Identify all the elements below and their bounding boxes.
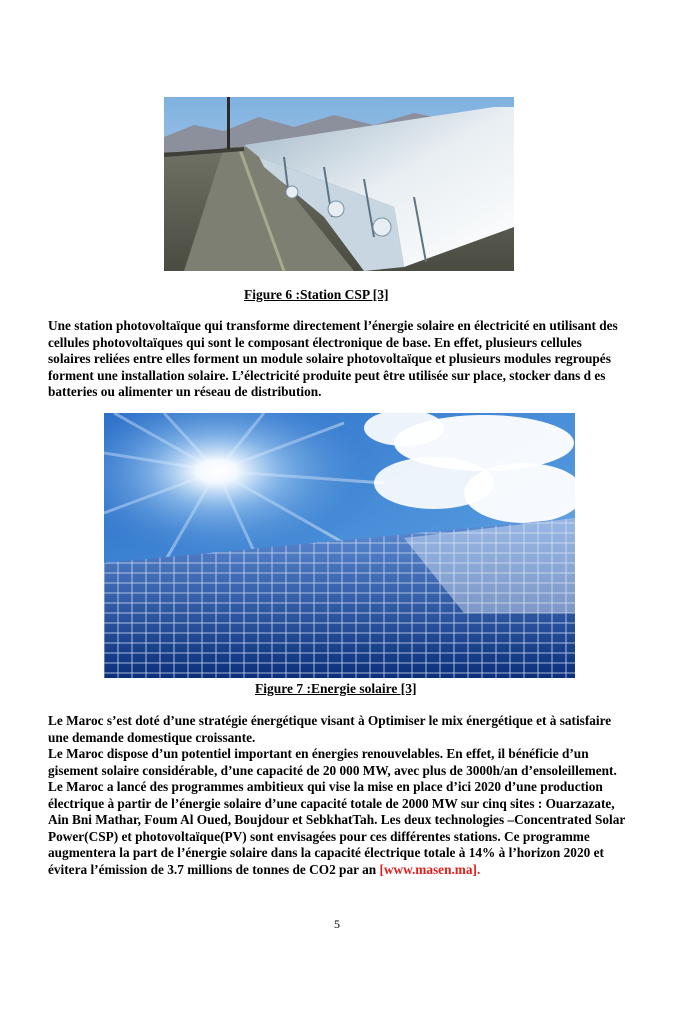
paragraph-line: Ain Bni Mathar, Foum Al Oued, Boujdour et SebkhatTah. Les deux technologies –Concentrated Solar <box>48 812 626 827</box>
paragraph-line: gisement solaire considérable, d’une capacité de 20 000 MW, avec plus de 3000h/an d’ensoleillement. <box>48 762 617 778</box>
paragraph-line: Le Maroc s’est doté d’une stratégie énergétique visant à Optimiser le mix énergétique et à satisfaire <box>48 713 612 728</box>
paragraph-line: augmentera la part de l’énergie solaire dans la capacité électrique totale à 14% à l’horizon 2020 et <box>48 845 604 860</box>
figure-6-caption: Figure 6 :Station CSP [3] <box>244 287 389 302</box>
paragraph-line-text: évitera l’émission de 3.7 millions de tonnes de CO2 par an <box>48 861 380 877</box>
masen-link[interactable]: [www.masen.ma]. <box>379 861 481 877</box>
paragraph-line: Le Maroc a lancé des programmes ambitieux qui vise la mise en place d’ici 2020 d’une production <box>48 779 603 794</box>
paragraph-line: batteries ou alimenter un réseau de distribution. <box>48 384 322 399</box>
page-number: 5 <box>334 917 340 931</box>
figure-7-image <box>104 413 575 678</box>
paragraph-line: forment une installation solaire. L’électricité produite peut être utilisée sur place, stocker dans d es <box>48 367 606 383</box>
paragraph-line: cellules photovoltaïques qui sont le composant électronique de base. En effet, plusieurs cellules <box>48 334 582 350</box>
paragraph-line: Une station photovoltaïque qui transforme directement l’énergie solaire en électricité en utilisant des <box>48 318 618 333</box>
paragraph-line: une demande domestique croissante. <box>48 729 256 745</box>
paragraph-line-last <box>48 862 638 879</box>
paragraph-line: solaires reliées entre elles forment un module solaire photovoltaïque et plusieurs modules regroupés <box>48 351 611 366</box>
paragraph-line: Le Maroc dispose d’un potentiel important en énergies renouvelables. En effet, il bénéficie d’un <box>48 746 589 761</box>
figure-7-caption: Figure 7 :Energie solaire [3] <box>255 681 417 696</box>
paragraph-line: Power(CSP) et photovoltaïque(PV) sont envisagées pour ces différentes stations. Ce programme <box>48 828 590 844</box>
paragraph-photovoltaic-station <box>48 318 638 401</box>
paragraph-morocco-strategy <box>48 713 638 878</box>
figure-6-image <box>164 97 514 271</box>
paragraph-line: électrique à partir de l’énergie solaire d’une capacité totale de 2000 MW sur cinq sites : Ouarzazate, <box>48 795 615 811</box>
